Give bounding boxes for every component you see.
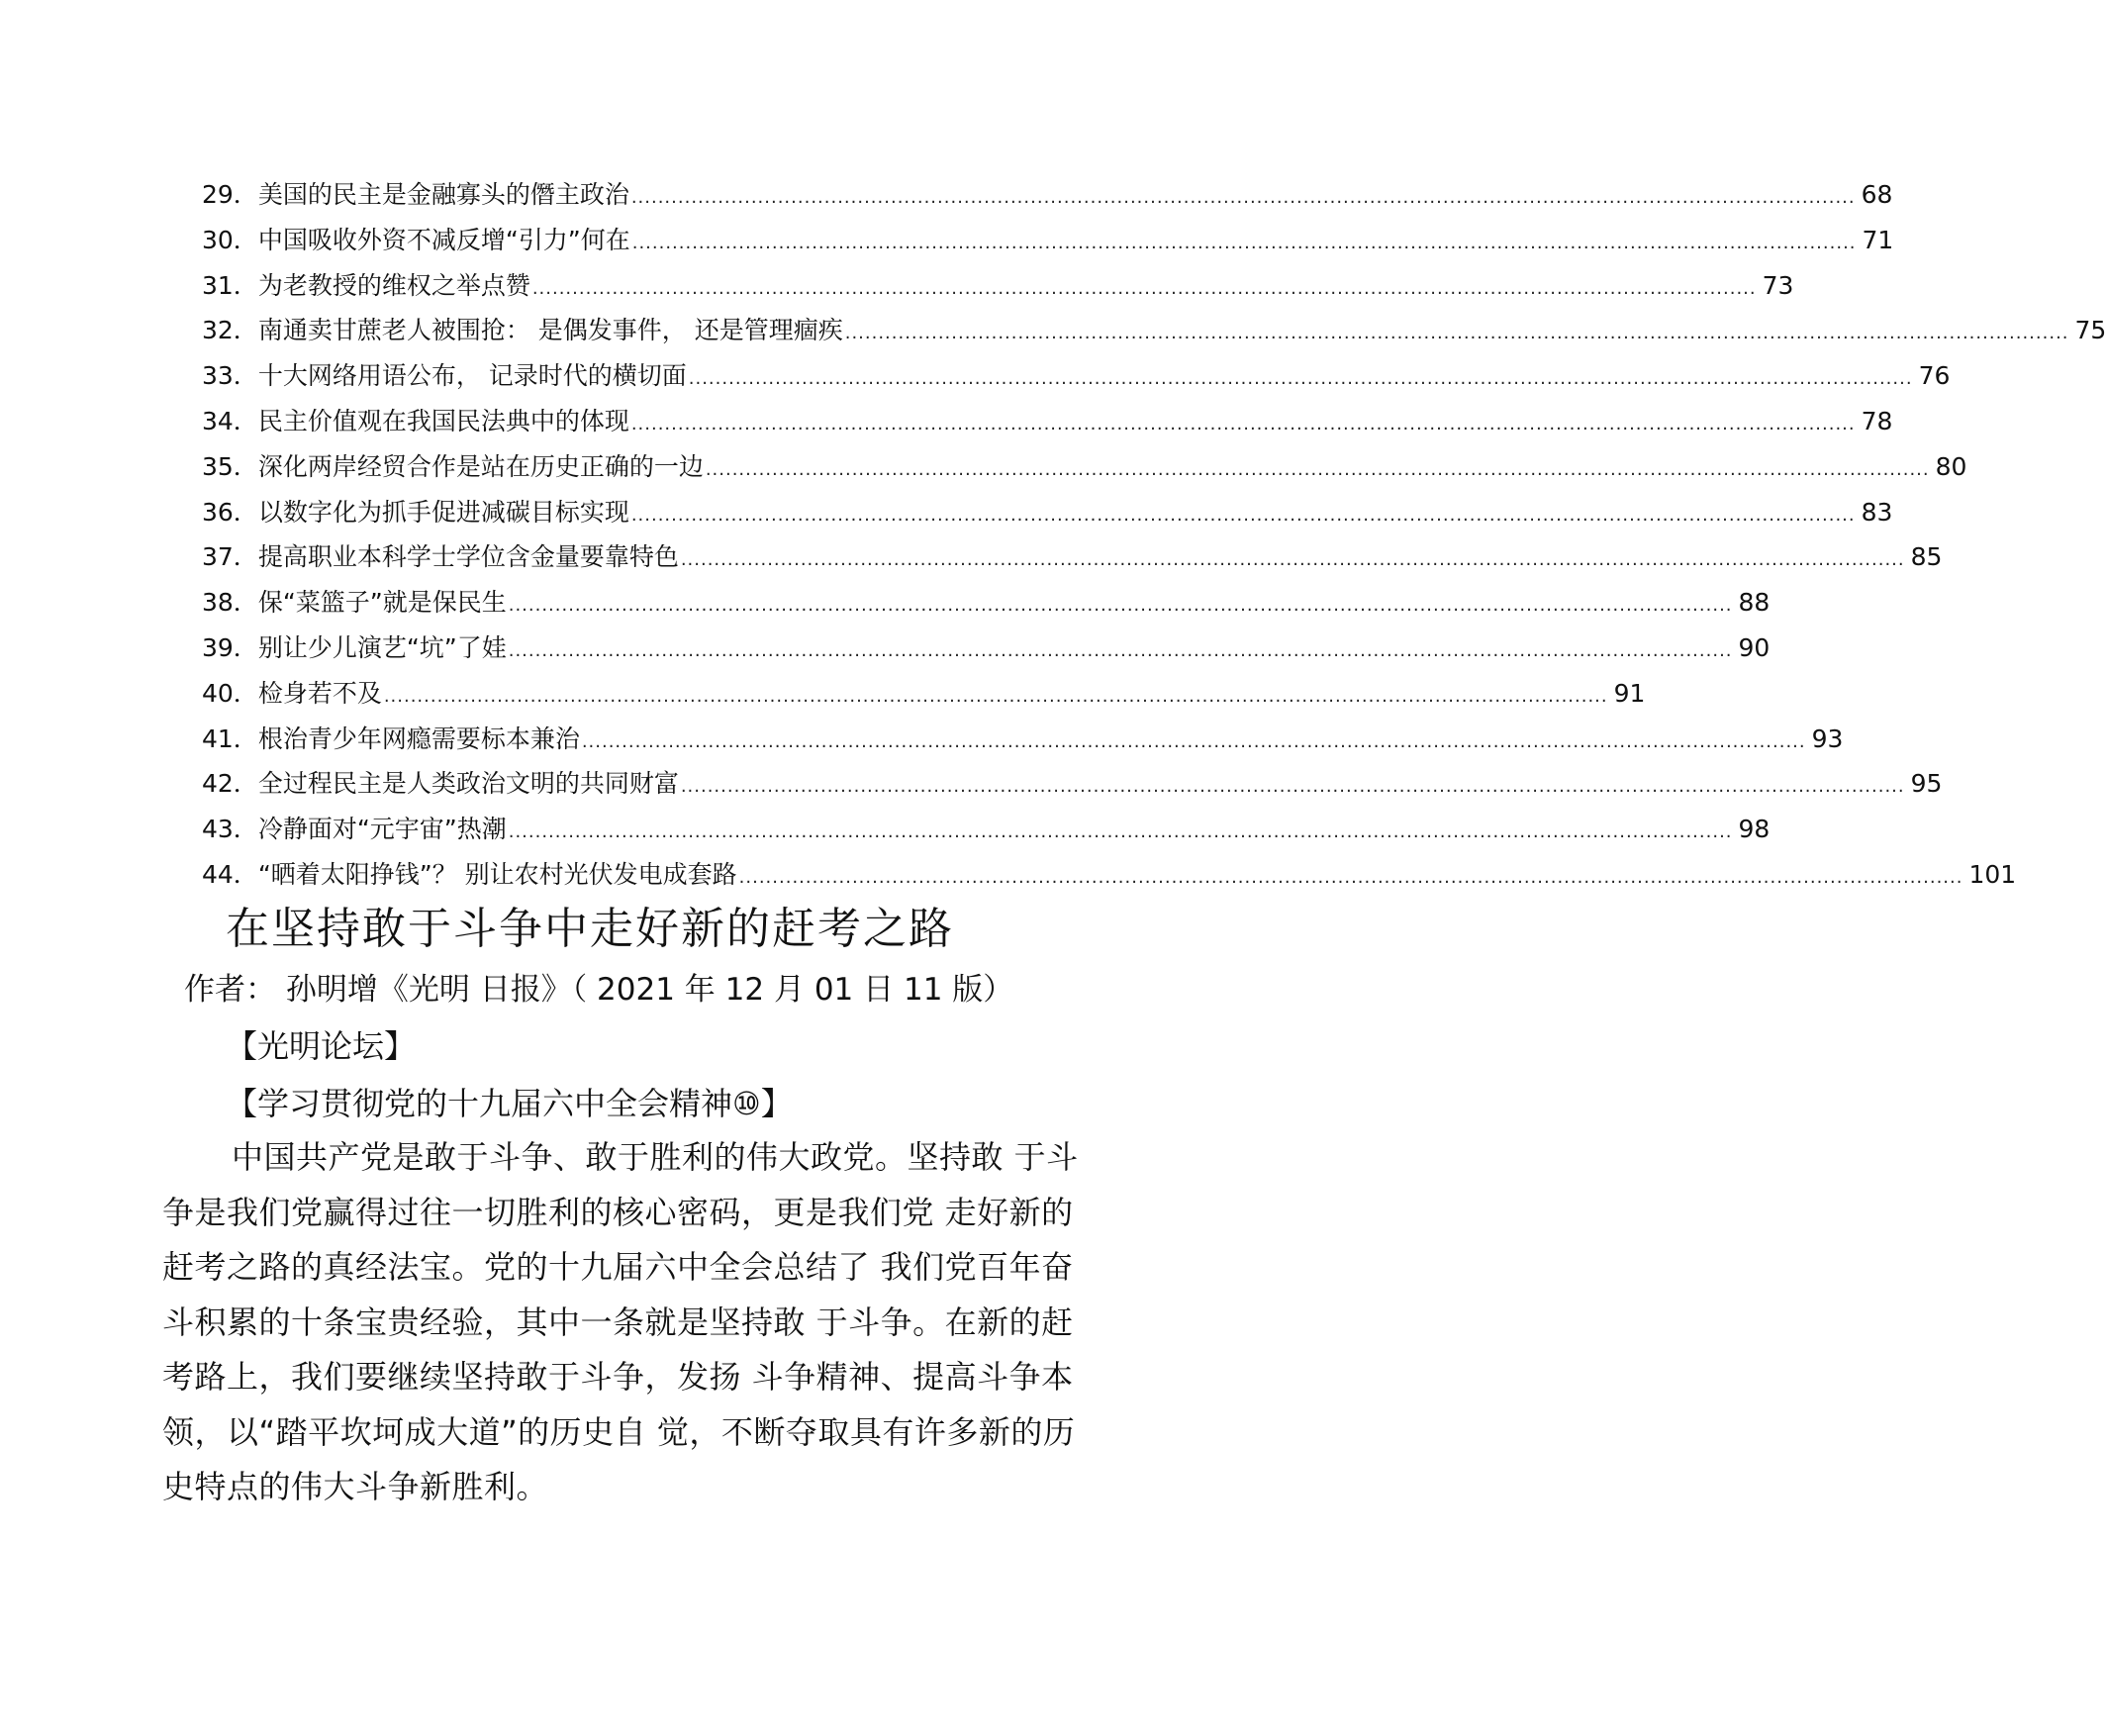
toc-entry-title: 南通卖甘蔗老人被围抢： 是偶发事件， 还是管理痼疾 — [257, 316, 843, 345]
toc-entry-title: 以数字化为抓手促进减碳目标实现 — [257, 497, 629, 527]
toc-entry-36[interactable] — [202, 490, 1893, 535]
toc-page-number: 95 — [1910, 769, 1943, 799]
toc-entry-number: 37． — [202, 542, 258, 572]
toc-entry-31[interactable] — [202, 263, 1794, 309]
toc-dot-leader — [689, 356, 1913, 402]
article-title: 在坚持敢于斗争中走好新的赶考之路 — [226, 904, 954, 954]
toc-entry-number: 36． — [202, 497, 258, 527]
toc-page-number: 98 — [1738, 815, 1771, 844]
toc-entry-number: 43． — [202, 815, 258, 844]
toc-dot-leader — [509, 810, 1733, 855]
article-byline: 作者： 孙明增《光明 日报》（ 2021 年 12 月 01 日 11 版） — [184, 972, 1014, 1008]
toc-entry-title: 检身若不及 — [257, 678, 382, 708]
toc-entry-number: 44． — [202, 859, 258, 889]
toc-entry-title: 中国吸收外资不减反增“引力”何在 — [257, 225, 630, 254]
toc-entry-title: 民主价值观在我国民法典中的体现 — [257, 406, 629, 435]
toc-entry-number: 38． — [202, 588, 258, 618]
toc-dot-leader — [845, 311, 2069, 356]
toc-dot-leader — [706, 447, 1930, 493]
toc-entry-number: 42． — [202, 769, 258, 799]
toc-dot-leader — [631, 493, 1856, 538]
toc-entry-title: 十大网络用语公布， 记录时代的横切面 — [257, 361, 687, 391]
toc-entry-title: 保“菜篮子”就是保民生 — [257, 588, 507, 618]
toc-page-number: 88 — [1738, 588, 1771, 618]
toc-entry-number: 41． — [202, 723, 258, 753]
toc-dot-leader — [631, 402, 1856, 447]
toc-dot-leader — [509, 583, 1733, 628]
toc-page-number: 85 — [1910, 542, 1943, 572]
toc-entry-41[interactable] — [202, 717, 1844, 762]
toc-entry-40[interactable] — [202, 671, 1646, 717]
toc-dot-leader — [509, 628, 1733, 674]
toc-entry-33[interactable] — [202, 353, 1951, 399]
toc-entry-title: 冷静面对“元宇宙”热潮 — [257, 815, 507, 844]
toc-entry-number: 29． — [202, 180, 258, 209]
toc-page-number: 68 — [1861, 180, 1893, 209]
toc-entry-39[interactable] — [202, 626, 1771, 671]
toc-entry-title: 别让少儿演艺“坑”了娃 — [257, 632, 507, 662]
toc-entry-number: 34． — [202, 406, 258, 435]
toc-entry-title: 为老教授的维权之举点赞 — [257, 270, 530, 300]
toc-entry-37[interactable] — [202, 534, 1943, 580]
toc-entry-title: 全过程民主是人类政治文明的共同财富 — [257, 769, 679, 799]
series-tag: 【学习贯彻党的十九届六中全会精神⑩】 — [226, 1085, 793, 1122]
toc-dot-leader — [681, 764, 1905, 810]
toc-entry-34[interactable] — [202, 399, 1893, 444]
toc-entry-number: 39． — [202, 632, 258, 662]
toc-dot-leader — [632, 221, 1857, 266]
toc-entry-number: 33． — [202, 361, 258, 391]
toc-page-number: 78 — [1861, 406, 1893, 435]
toc-entry-title: 根治青少年网瘾需要标本兼治 — [257, 723, 580, 753]
table-of-contents — [202, 172, 2106, 898]
toc-entry-43[interactable] — [202, 807, 1771, 852]
toc-entry-title: 深化两岸经贸合作是站在历史正确的一边 — [257, 451, 704, 481]
toc-page-number: 83 — [1861, 497, 1893, 527]
toc-page-number: 101 — [1968, 859, 2017, 889]
toc-entry-44[interactable] — [202, 852, 2017, 898]
toc-dot-leader — [631, 175, 1856, 221]
toc-page-number: 76 — [1918, 361, 1951, 391]
toc-dot-leader — [681, 537, 1905, 583]
toc-page-number: 75 — [2074, 316, 2106, 345]
toc-entry-42[interactable] — [202, 761, 1943, 807]
toc-dot-leader — [582, 720, 1806, 765]
toc-page-number: 90 — [1738, 632, 1771, 662]
toc-dot-leader — [384, 674, 1608, 720]
toc-entry-29[interactable] — [202, 172, 1893, 218]
toc-page-number: 93 — [1811, 723, 1844, 753]
toc-entry-number: 30． — [202, 225, 258, 254]
toc-page-number: 91 — [1613, 678, 1646, 708]
toc-entry-38[interactable] — [202, 580, 1771, 626]
toc-entry-35[interactable] — [202, 444, 1967, 490]
toc-entry-number: 31． — [202, 270, 258, 300]
toc-entry-title: 美国的民主是金融寡头的僭主政治 — [257, 180, 629, 209]
toc-entry-number: 40． — [202, 678, 258, 708]
toc-page-number: 73 — [1762, 270, 1794, 300]
toc-entry-number: 32． — [202, 316, 258, 345]
toc-entry-30[interactable] — [202, 218, 1894, 263]
toc-dot-leader — [532, 266, 1757, 312]
toc-entry-32[interactable] — [202, 308, 2106, 353]
toc-page-number: 71 — [1862, 225, 1894, 254]
toc-page-number: 80 — [1935, 451, 1967, 481]
toc-entry-title: “晒着太阳挣钱”？ 别让农村光伏发电成套路 — [257, 859, 737, 889]
toc-entry-title: 提高职业本科学士学位含金量要靠特色 — [257, 542, 679, 572]
column-tag: 【光明论坛】 — [226, 1027, 417, 1065]
toc-entry-number: 35． — [202, 451, 258, 481]
article-paragraph: 中国共产党是敢于斗争、敢于胜利的伟大政党。坚持敢 于斗争是我们党赢得过往一切胜利的核心密码，更是我们党 走好新的赶考之路的真经法宝。党的十九届六中全会总结了 我们党百年奋斗积累的十条宝贵经验，其中一条就是坚持敢 于斗争。在新的赶考路上，我们要继续坚持敢于斗争，发扬 斗争精神、提高斗争本领，以“踏平坎坷成大道”的历史自 觉，不断夺取具有许多新的历史特点的伟大斗争新胜利。 — [162, 1138, 1079, 1505]
